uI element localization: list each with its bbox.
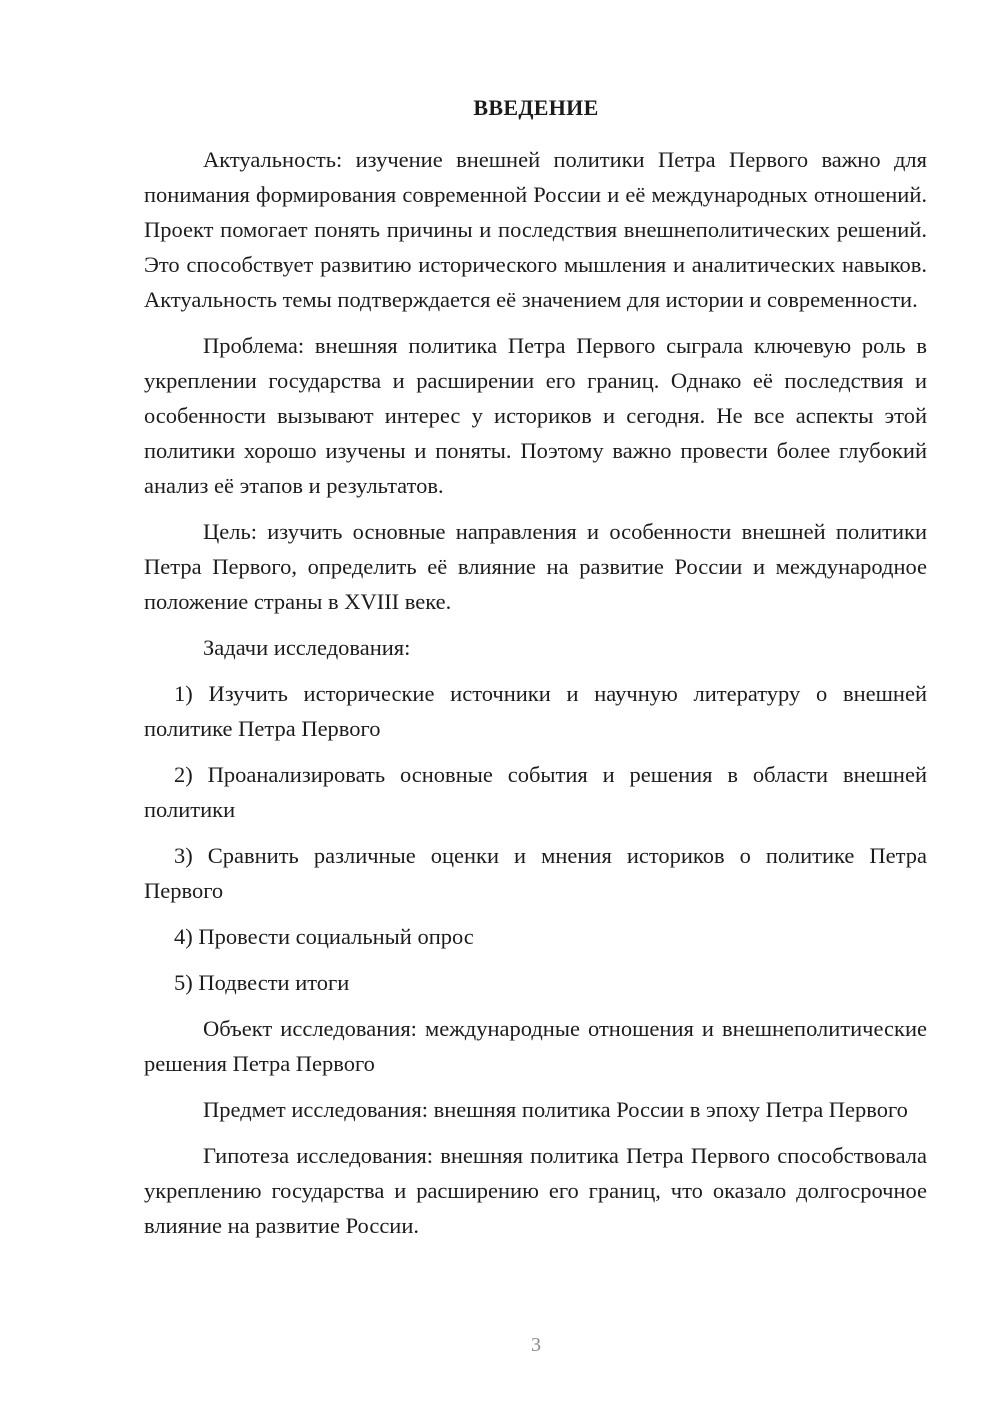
task-item-4: 4) Провести социальный опрос [174, 924, 474, 949]
paragraph-object: Объект исследования: международные отношения и внешнеполитические решения Петра Первого [144, 1016, 927, 1076]
document-body [144, 142, 927, 1254]
page-title: ВВЕДЕНИЕ [473, 95, 599, 120]
task-item-5: 5) Подвести итоги [174, 970, 350, 995]
paragraph-hypothesis: Гипотеза исследования: внешняя политика Петра Первого способствовала укреплению государства и расширению его границ, что оказало долгосрочное влияние на развитие России. [144, 1143, 927, 1238]
task-item-3: 3) Сравнить различные оценки и мнения историков о политике Петра Первого [144, 843, 927, 903]
paragraph-relevance: Актуальность: изучение внешней политики Петра Первого важно для понимания формирования современной России и её международных отношений. Проект помогает понять причины и последствия внешнеполитических решений. Это способствует развитию исторического мышления и аналитических навыков. Актуальность темы подтверждается её значением для истории и современности. [144, 147, 927, 312]
page-number: 3 [531, 1334, 541, 1356]
paragraph-goal: Цель: изучить основные направления и особенности внешней политики Петра Первого, определить её влияние на развитие России и международное положение страны в XVIII веке. [144, 519, 927, 614]
tasks-heading: Задачи исследования: [203, 635, 411, 660]
task-item-1: 1) Изучить исторические источники и научную литературу о внешней политике Петра Первого [144, 681, 927, 741]
task-item-2: 2) Проанализировать основные события и решения в области внешней политики [144, 762, 927, 822]
paragraph-problem: Проблема: внешняя политика Петра Первого сыграла ключевую роль в укреплении государства и расширении его границ. Однако её последствия и особенности вызывают интерес у историков и сегодня. Не все аспекты этой политики хорошо изучены и поняты. Поэтому важно провести более глубокий анализ её этапов и результатов. [144, 333, 927, 498]
paragraph-subject: Предмет исследования: внешняя политика России в эпоху Петра Первого [203, 1097, 908, 1122]
